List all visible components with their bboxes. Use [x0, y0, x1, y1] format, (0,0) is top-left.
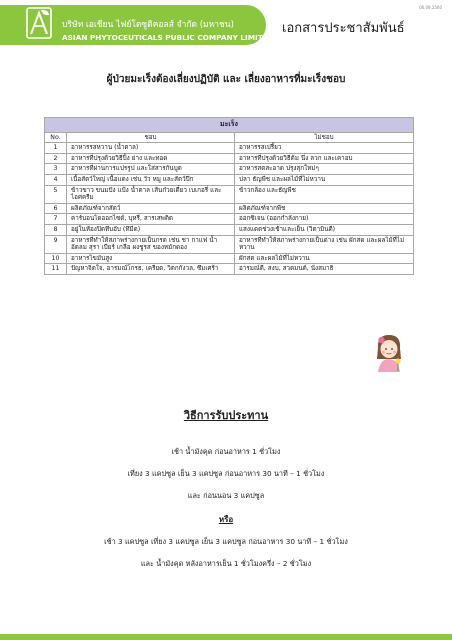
likes-cell: ปัญหาจิตใจ, อารมณ์โกรธ, เครียด, วิตกกังวล, ซึมเศร้า — [67, 264, 235, 275]
dislikes-cell: อาหารสดสะอาด ปรุงสุกใหม่ๆ — [235, 164, 414, 175]
table-row — [45, 185, 414, 203]
likes-cell: เนื้อสัตว์ใหญ่ เนื้อแดง เช่น วัว หมู และสัตว์ปีก — [67, 174, 235, 185]
method-line-4: เช้า 3 แคปซูล เที่ยง 3 แคปซูล เย็น 3 แคปซูล ก่อนอาหาร 30 นาที – 1 ชั่วโมง — [104, 537, 348, 546]
row-number: 6 — [45, 203, 67, 214]
table-row — [45, 203, 414, 214]
dislikes-cell: อาหารที่ปรุงด้วยวิธีต้ม นึ่ง ลวก และเคาอบ — [235, 153, 414, 164]
row-number: 4 — [45, 174, 67, 185]
row-number: 3 — [45, 164, 67, 175]
dislikes-cell: ออกซิเจน (ออกกำลังกาย) — [235, 214, 414, 225]
table-row — [45, 143, 414, 154]
cancer-food-table-container — [44, 117, 414, 275]
company-name-english: ASIAN PHYTOCEUTICALS PUBLIC COMPANY LIMITED — [62, 33, 274, 42]
girl-with-flower-illustration — [372, 332, 406, 372]
row-number: 1 — [45, 143, 67, 154]
column-header-likes: ชอบ — [67, 132, 235, 143]
or-separator: หรือ — [218, 515, 234, 524]
footer-bar — [0, 634, 452, 640]
table-title: มะเร็ง — [45, 118, 414, 133]
likes-cell: อาหารไขมันสูง — [67, 253, 235, 264]
likes-cell: ผลิตภัณฑ์จากสัตว์ — [67, 203, 235, 214]
page-header — [0, 0, 452, 50]
dislikes-cell: ผักสด และผลไม้ที่ไม่หวาน — [235, 253, 414, 264]
document-code: 06.09.2560 — [419, 5, 442, 10]
dislikes-cell: แสงแดดช่วงเช้าและเย็น (วิตามินดี) — [235, 224, 414, 235]
dislikes-cell: ข้าวกล้อง และธัญพืช — [235, 185, 414, 203]
likes-cell: คาร์บอนไดออกไซด์, บุหรี่, สารเสพติด — [67, 214, 235, 225]
column-header-no: No. — [45, 132, 67, 143]
dislikes-cell: อาหารรสเปรี้ยว — [235, 143, 414, 154]
likes-cell: อาหารที่ปรุงด้วยวิธีปิ้ง ย่าง และทอด — [67, 153, 235, 164]
dislikes-cell: อาหารที่ทำให้สภาพร่างกายเป็นด่าง เช่น ผักสด และผลไม้ที่ไม่หวาน — [235, 235, 414, 253]
table-row — [45, 253, 414, 264]
table-row — [45, 214, 414, 225]
dislikes-cell: ปลา ธัญพืช และผลไม้ที่ไม่หวาน — [235, 174, 414, 185]
likes-cell: อาหารที่ผ่านการแปรรูป และใส่สารกันบูด — [67, 164, 235, 175]
column-header-dislikes: ไม่ชอบ — [235, 132, 414, 143]
method-line-1: เช้า น้ำมังคุด ก่อนอาหาร 1 ชั่วโมง — [171, 447, 281, 456]
dislikes-cell: ผลิตภัณฑ์จากพืช — [235, 203, 414, 214]
likes-cell: อาหารที่ทำให้สภาพร่างกายเป็นกรด เช่น ชา กาแฟ น้ำอัดลม สุรา เบียร์ เกลือ ผงชูรส ของหมักดอง — [67, 235, 235, 253]
page-title: ผู้ป่วยมะเร็งต้องเลี่ยงปฏิบัติ และ เลี่ยงอาหารที่มะเร็งชอบ — [106, 74, 346, 85]
table-row — [45, 235, 414, 253]
row-number: 5 — [45, 185, 67, 203]
dislikes-cell: อารมณ์ดี, สงบ, สวดมนต์, นั่งสมาธิ — [235, 264, 414, 275]
row-number: 10 — [45, 253, 67, 264]
method-line-5: และ น้ำมังคุด หลังอาหารเย็น 1 ชั่วโมงครึ่ง – 2 ชั่วโมง — [140, 559, 312, 568]
row-number: 7 — [45, 214, 67, 225]
row-number: 11 — [45, 264, 67, 275]
company-logo-icon — [26, 6, 52, 40]
row-number: 2 — [45, 153, 67, 164]
logo-banner — [0, 5, 274, 45]
likes-cell: ข้าวขาว ขนมปัง แป้ง น้ำตาล เส้นก๋วยเตี๋ยว เบเกอรี่ และไอศครีม — [67, 185, 235, 203]
cancer-food-table — [44, 117, 414, 275]
row-number: 8 — [45, 224, 67, 235]
table-row — [45, 153, 414, 164]
table-body — [45, 143, 414, 275]
likes-cell: อาหารรสหวาน (น้ำตาล) — [67, 143, 235, 154]
method-line-3: และ ก่อนนอน 3 แคปซูล — [187, 491, 265, 500]
table-row — [45, 224, 414, 235]
document-type-label: เอกสารประชาสัมพันธ์ — [282, 21, 405, 36]
row-number: 9 — [45, 235, 67, 253]
table-row — [45, 164, 414, 175]
table-row — [45, 264, 414, 275]
method-title: วิธีการรับประทาน — [183, 409, 269, 422]
table-row — [45, 174, 414, 185]
likes-cell: อยู่ในห้องปิดทึบอับ (ทึมืด) — [67, 224, 235, 235]
company-name-thai: บริษัท เอเชียน ไฟย์โตซูติคอลส์ จำกัด (มหาชน) — [62, 20, 234, 30]
method-line-2: เที่ยง 3 แคปซูล เย็น 3 แคปซูล ก่อนอาหาร 30 นาที – 1 ชั่วโมง — [127, 469, 325, 478]
